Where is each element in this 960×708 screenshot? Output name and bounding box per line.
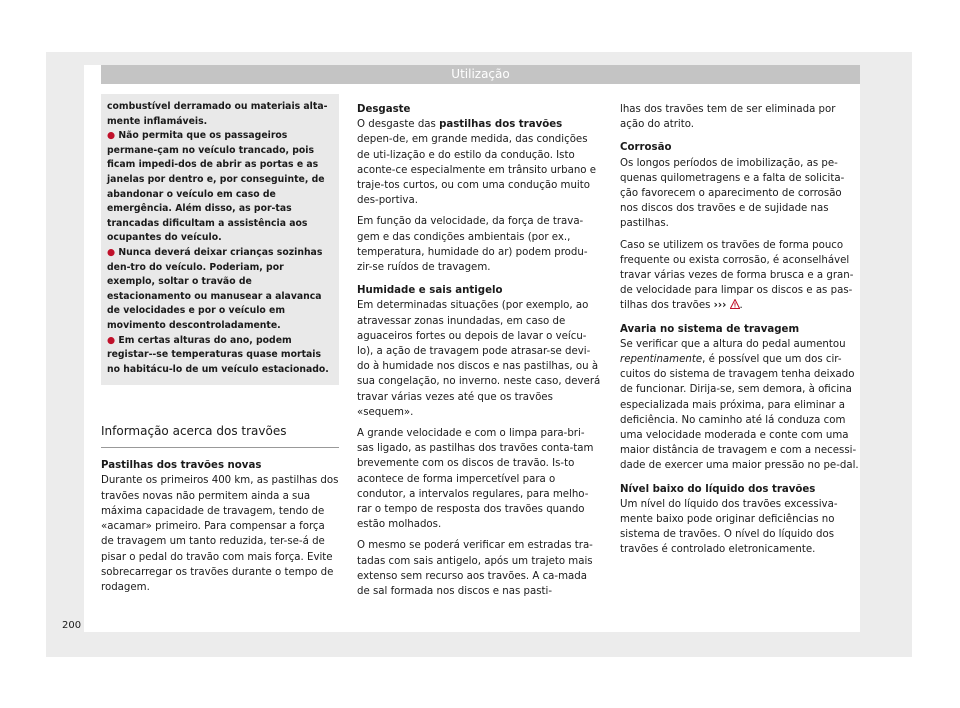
- bullet-icon: ●: [107, 130, 116, 142]
- warning-item-2: ● Nunca deverá deixar crianças sozinhas den-tro do veículo. Poderiam, por exemplo, soltar o travão de estacionamento ou manusear a alavanca de velocidades e por o veículo em movimento descontroladamente.: [107, 246, 323, 331]
- desgaste-heading: Desgaste: [357, 104, 411, 115]
- section-title: Informação acerca dos travões: [101, 423, 339, 448]
- nivel-paragraph: Um nível do líquido dos travões excessiva-mente baixo pode originar deficiências no sistema de travões. O nível do líquido dos travões é controlado eletronicamente.: [620, 498, 838, 556]
- middle-column: [357, 102, 601, 605]
- novas-text: Durante os primeiros 400 km, as pastilhas dos travões novas não permitem ainda a sua máxima capacidade de travagem, tendo de «acamar» primeiro. Para compensar a força de travagem um tanto reduzida, ter-se-á de pisar o pedal do travão com mais força. Evite sobrecarregar os travões durante o tempo de rodagem.: [101, 475, 339, 593]
- avaria-paragraph: Se verificar que a altura do pedal aumentou repentinamente, é possível que um dos cir-cuitos do sistema de travagem tenha deixado de funcionar. Dirija-se, sem demora, à oficina especializada mais próxima, para eliminar a deficiência. No caminho até lá conduza com uma velocidade moderada e conte com uma maior distância de travagem e com a necessi-dade de exercer uma maior pressão no pe-dal.: [620, 338, 859, 472]
- corrosao-paragraph-1: Os longos períodos de imobilização, as pe-quenas quilometragens e a falta de solicita-ção favorecem o aparecimento de corrosão nos discos dos travões e de sujidade nas pastilhas.: [620, 157, 845, 230]
- desgaste-paragraph-2: Em função da velocidade, da força de trava-gem e das condições ambientais (por ex., temperatura, humidade do ar) podem produ-zir-se ruídos de travagem.: [357, 216, 588, 274]
- corrosao-heading: Corrosão: [620, 142, 672, 154]
- humidade-paragraph-1: Em determinadas situações (por exemplo, ao atravessar zonas inundadas, em caso de aguaceiros fortes ou depois de lavar o veícu-lo), a ação de travagem pode atrasar-se devi-do à humidade nos discos e nas pastilhas, ou à sua congelação, no inverno. neste caso, deverá travar várias vezes até que os travões «sequem».: [357, 300, 601, 418]
- warning-item-1: ● Não permita que os passageiros permane-çam no veículo trancado, pois ficam impedi-dos de abrir as portas e as janelas por dentro e, por conseguinte, de abandonar o veículo em caso de emergência. Além disso, as por-tas trancadas dificultam a assistência aos ocupantes do veículo.: [107, 130, 325, 244]
- novas-heading: Pastilhas dos travões novas: [101, 460, 262, 472]
- humidade-paragraph-2: A grande velocidade e com o limpa para-bri-sas ligado, as pastilhas dos travões conta-tam brevemente com os discos de travão. Is-to acontece de forma impercetível para o condutor, a intervalos regulares, para melho-rar o tempo de resposta dos travões quando estão molhados.: [357, 428, 594, 531]
- warning-box: [101, 94, 339, 385]
- corrosao-paragraph-2: Caso se utilizem os travões de forma pouco frequente ou exista corrosão, é aconselhável travar várias vezes de forma brusca e a gran-de velocidade para limpar os discos e as pas-tilhas dos travões ››› .: [620, 239, 854, 312]
- continued-paragraph: lhas dos travões tem de ser eliminada por ação do atrito.: [620, 104, 836, 131]
- page-number: 200: [62, 620, 82, 631]
- humidade-heading: Humidade e sais antigelo: [357, 285, 503, 297]
- desgaste-paragraph-1: O desgaste das pastilhas dos travões depen-de, em grande medida, das condições de uti-lização e do estilo da condução. Isto aconte-ce especialmente em trânsito urbano e traje-tos curtos, ou com uma condução muito des-portiva.: [357, 119, 597, 207]
- warning-lead: combustível derramado ou materiais alta-mente inflamáveis.: [107, 101, 328, 127]
- left-column: [101, 94, 339, 601]
- chapter-header: Utilização: [101, 65, 860, 84]
- bullet-icon: ●: [107, 246, 116, 258]
- reference-arrows[interactable]: ›››: [713, 300, 727, 312]
- right-column: [620, 102, 860, 564]
- warning-item-3: ● Em certas alturas do ano, podem registar--se temperaturas quase mortais no habitácu-lo de um veículo estacionado.: [107, 334, 329, 375]
- nivel-heading: Nível baixo do líquido dos travões: [620, 483, 816, 495]
- warning-triangle-icon: [730, 299, 740, 309]
- avaria-heading: Avaria no sistema de travagem: [620, 323, 800, 335]
- bullet-icon: ●: [107, 334, 116, 346]
- humidade-paragraph-3: O mesmo se poderá verificar em estradas tra-tadas com sais antigelo, após um trajeto mais extenso sem recurso aos travões. A ca-mada de sal formada nos discos e nas pasti-: [357, 540, 593, 598]
